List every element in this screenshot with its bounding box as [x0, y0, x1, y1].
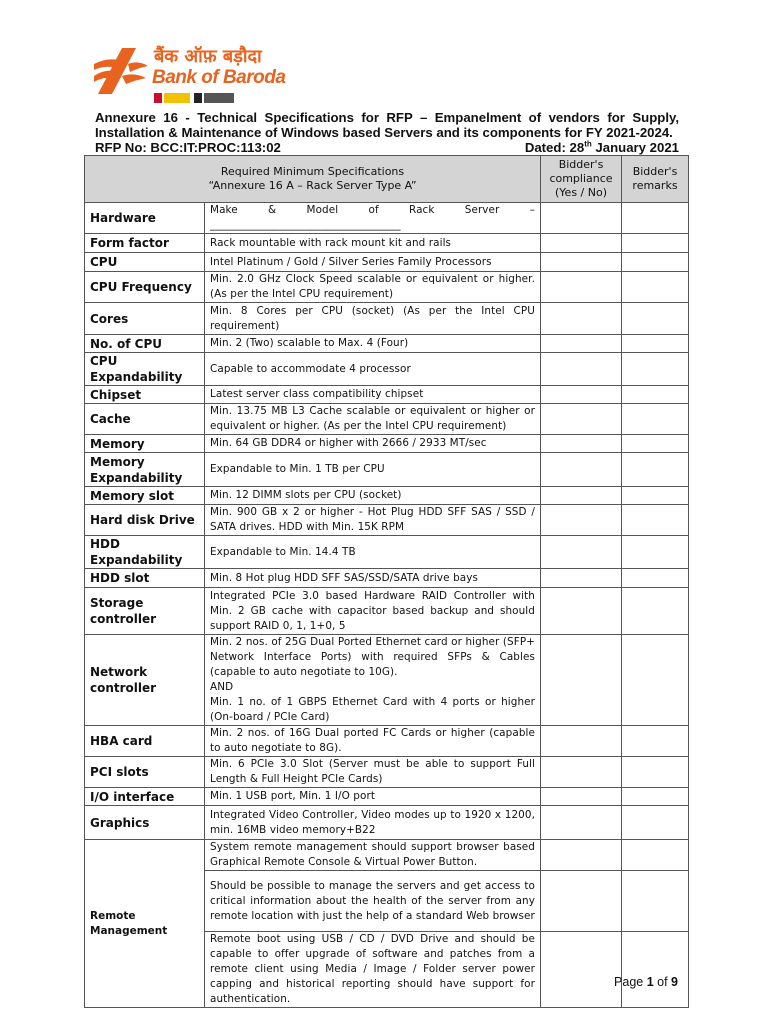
table-row	[85, 487, 689, 505]
remarks-cell[interactable]	[622, 272, 689, 303]
compliance-cell[interactable]	[541, 234, 622, 253]
heading-line-2: Installation & Maintenance of Windows based Servers and its components for FY 2021-2024.	[95, 125, 673, 140]
bank-of-baroda-logo	[92, 42, 286, 108]
spec-cell	[205, 635, 541, 726]
remarks-cell[interactable]	[622, 303, 689, 335]
compliance-cell[interactable]	[541, 505, 622, 536]
remarks-cell[interactable]	[622, 569, 689, 588]
compliance-cell[interactable]	[541, 272, 622, 303]
compliance-cell[interactable]	[541, 635, 622, 726]
remarks-cell[interactable]	[622, 234, 689, 253]
table-row	[85, 788, 689, 806]
feature-cell: HDD slot	[85, 569, 205, 588]
table-row	[85, 757, 689, 788]
remarks-cell[interactable]	[622, 404, 689, 435]
spec-table	[84, 155, 689, 1008]
badge-red	[154, 93, 162, 103]
compliance-cell[interactable]	[541, 536, 622, 569]
spec-cell: Min. 8 Hot plug HDD SFF SAS/SSD/SATA drive bays	[205, 569, 541, 588]
remarks-cell[interactable]	[622, 453, 689, 487]
feature-cell: Cache	[85, 404, 205, 435]
compliance-header: Bidder's compliance (Yes / No)	[541, 156, 622, 203]
spec-cell: Expandable to Min. 1 TB per CPU	[205, 453, 541, 487]
table-row	[85, 806, 689, 840]
compliance-cell[interactable]	[541, 871, 622, 932]
table-row	[85, 635, 689, 726]
feature-cell: HDD Expandability	[85, 536, 205, 569]
remarks-cell[interactable]	[622, 386, 689, 404]
spec-cell: Min. 2 nos. of 16G Dual ported FC Cards or higher (capable to auto negotiate to 8G).	[205, 726, 541, 757]
compliance-cell[interactable]	[541, 303, 622, 335]
compliance-cell[interactable]	[541, 335, 622, 353]
spec-cell: Integrated Video Controller, Video modes up to 1920 x 1200, min. 16MB video memory+B22	[205, 806, 541, 840]
spec-cell: System remote management should support browser based Graphical Remote Console & Virtual Power Button.	[205, 840, 541, 871]
feature-cell: CPU Expandability	[85, 353, 205, 386]
table-row	[85, 253, 689, 272]
table-row	[85, 272, 689, 303]
compliance-cell[interactable]	[541, 353, 622, 386]
table-row	[85, 453, 689, 487]
feature-cell: Memory slot	[85, 487, 205, 505]
remarks-cell[interactable]	[622, 353, 689, 386]
page-footer: Page 1 of 9	[614, 975, 678, 989]
table-row	[85, 303, 689, 335]
rfp-number: RFP No: BCC:IT:PROC:113:02	[95, 140, 281, 155]
rfp-date: Dated: 28th January 2021	[524, 139, 679, 155]
feature-cell: PCI slots	[85, 757, 205, 788]
spec-cell: Min. 8 Cores per CPU (socket) (As per the Intel CPU requirement)	[205, 303, 541, 335]
compliance-cell[interactable]	[541, 435, 622, 453]
spec-header-cell: Required Minimum Specifications “Annexure 16 A – Rack Server Type A”	[85, 156, 541, 203]
baroda-sun-icon	[92, 46, 148, 96]
compliance-cell[interactable]	[541, 788, 622, 806]
remarks-cell[interactable]	[622, 635, 689, 726]
remarks-cell[interactable]	[622, 203, 689, 234]
spec-cell: Latest server class compatibility chipset	[205, 386, 541, 404]
remarks-cell[interactable]	[622, 335, 689, 353]
feature-cell: Form factor	[85, 234, 205, 253]
remarks-cell[interactable]	[622, 806, 689, 840]
remarks-cell[interactable]	[622, 505, 689, 536]
spec-cell: Rack mountable with rack mount kit and rails	[205, 234, 541, 253]
feature-cell: No. of CPU	[85, 335, 205, 353]
feature-cell: CPU	[85, 253, 205, 272]
remarks-header: Bidder's remarks	[622, 156, 689, 203]
feature-cell: HBA card	[85, 726, 205, 757]
feature-cell: Remote Management	[85, 840, 205, 1008]
compliance-cell[interactable]	[541, 386, 622, 404]
table-header-row	[85, 156, 689, 203]
remarks-cell[interactable]	[622, 536, 689, 569]
remarks-cell[interactable]	[622, 871, 689, 932]
table-row	[85, 404, 689, 435]
remarks-cell[interactable]	[622, 726, 689, 757]
table-row	[85, 234, 689, 253]
compliance-cell[interactable]	[541, 253, 622, 272]
remarks-cell[interactable]	[622, 588, 689, 635]
spec-cell: Min. 2.0 GHz Clock Speed scalable or equivalent or higher. (As per the Intel CPU requirement)	[205, 272, 541, 303]
table-row	[85, 588, 689, 635]
spec-cell: Intel Platinum / Gold / Silver Series Family Processors	[205, 253, 541, 272]
spec-cell: Min. 64 GB DDR4 or higher with 2666 / 2933 MT/sec	[205, 435, 541, 453]
feature-cell: Hardware	[85, 203, 205, 234]
logo-hindi-text: बैंक ऑफ़ बड़ौदा	[154, 46, 262, 67]
spec-cell: Capable to accommodate 4 processor	[205, 353, 541, 386]
table-row	[85, 569, 689, 588]
spec-line: Min. 2 nos. of 25G Dual Ported Ethernet card or higher (SFP+ Network Interface Ports) with required SFPs & Cables (capable to auto negotiate to 10G).	[210, 636, 535, 678]
table-row	[85, 353, 689, 386]
spec-cell: Min. 6 PCIe 3.0 Slot (Server must be able to support Full Length & Full Height PCIe Cards)	[205, 757, 541, 788]
table-row	[85, 840, 689, 871]
remarks-cell[interactable]	[622, 435, 689, 453]
spec-cell: Min. 1 USB port, Min. 1 I/O port	[205, 788, 541, 806]
feature-cell: Graphics	[85, 806, 205, 840]
table-row	[85, 335, 689, 353]
feature-cell: Memory	[85, 435, 205, 453]
feature-cell: Network controller	[85, 635, 205, 726]
spec-cell: Make & Model of Rack Server – ____________________________________	[205, 203, 541, 234]
compliance-cell[interactable]	[541, 757, 622, 788]
spec-line: AND	[210, 681, 234, 693]
compliance-cell[interactable]	[541, 404, 622, 435]
compliance-cell[interactable]	[541, 932, 622, 1008]
logo-badges	[154, 93, 272, 103]
compliance-cell[interactable]	[541, 203, 622, 234]
badge-dark	[194, 93, 202, 103]
spec-cell: Expandable to Min. 14.4 TB	[205, 536, 541, 569]
compliance-cell[interactable]	[541, 840, 622, 871]
compliance-cell[interactable]	[541, 453, 622, 487]
remarks-cell[interactable]	[622, 788, 689, 806]
compliance-cell[interactable]	[541, 806, 622, 840]
feature-cell: Hard disk Drive	[85, 505, 205, 536]
table-row	[85, 435, 689, 453]
badge-gray	[204, 93, 234, 103]
spec-cell: Min. 13.75 MB L3 Cache scalable or equivalent or higher or equivalent or higher. (As per the Intel CPU requirement)	[205, 404, 541, 435]
feature-cell: Memory Expandability	[85, 453, 205, 487]
compliance-cell[interactable]	[541, 588, 622, 635]
badge-yellow	[164, 93, 190, 103]
heading-line-1: Annexure 16 - Technical Specifications for RFP – Empanelment of vendors for Supply,	[95, 110, 679, 125]
feature-cell: Storage controller	[85, 588, 205, 635]
remarks-cell[interactable]	[622, 932, 689, 1008]
remarks-cell[interactable]	[622, 757, 689, 788]
feature-cell: Cores	[85, 303, 205, 335]
spec-cell: Min. 2 (Two) scalable to Max. 4 (Four)	[205, 335, 541, 353]
table-row	[85, 726, 689, 757]
spec-cell: Should be possible to manage the servers and get access to critical information about the health of the server from any remote location with just the help of a standard Web browser	[205, 871, 541, 932]
feature-cell: Chipset	[85, 386, 205, 404]
logo-name-text: Bank of Baroda	[152, 67, 286, 88]
spec-cell: Min. 900 GB x 2 or higher - Hot Plug HDD SFF SAS / SSD / SATA drives. HDD with Min. 15K RPM	[205, 505, 541, 536]
table-row	[85, 536, 689, 569]
feature-cell: I/O interface	[85, 788, 205, 806]
table-row	[85, 386, 689, 404]
table-row	[85, 505, 689, 536]
compliance-cell[interactable]	[541, 487, 622, 505]
spec-line: Min. 1 no. of 1 GBPS Ethernet Card with 4 ports or higher (On-board / PCIe Card)	[210, 696, 535, 723]
spec-cell: Remote boot using USB / CD / DVD Drive and should be capable to offer upgrade of software and patches from a remote client using Media / Image / Folder server power capping and historical reporting should have support for authentication.	[205, 932, 541, 1008]
remarks-cell[interactable]	[622, 253, 689, 272]
feature-cell: CPU Frequency	[85, 272, 205, 303]
spec-cell: Min. 12 DIMM slots per CPU (socket)	[205, 487, 541, 505]
compliance-cell[interactable]	[541, 726, 622, 757]
table-row	[85, 203, 689, 234]
spec-cell: Integrated PCIe 3.0 based Hardware RAID Controller with Min. 2 GB cache with capacitor based backup and should support RAID 0, 1, 1+0, 5	[205, 588, 541, 635]
compliance-cell[interactable]	[541, 569, 622, 588]
remarks-cell[interactable]	[622, 840, 689, 871]
remarks-cell[interactable]	[622, 487, 689, 505]
